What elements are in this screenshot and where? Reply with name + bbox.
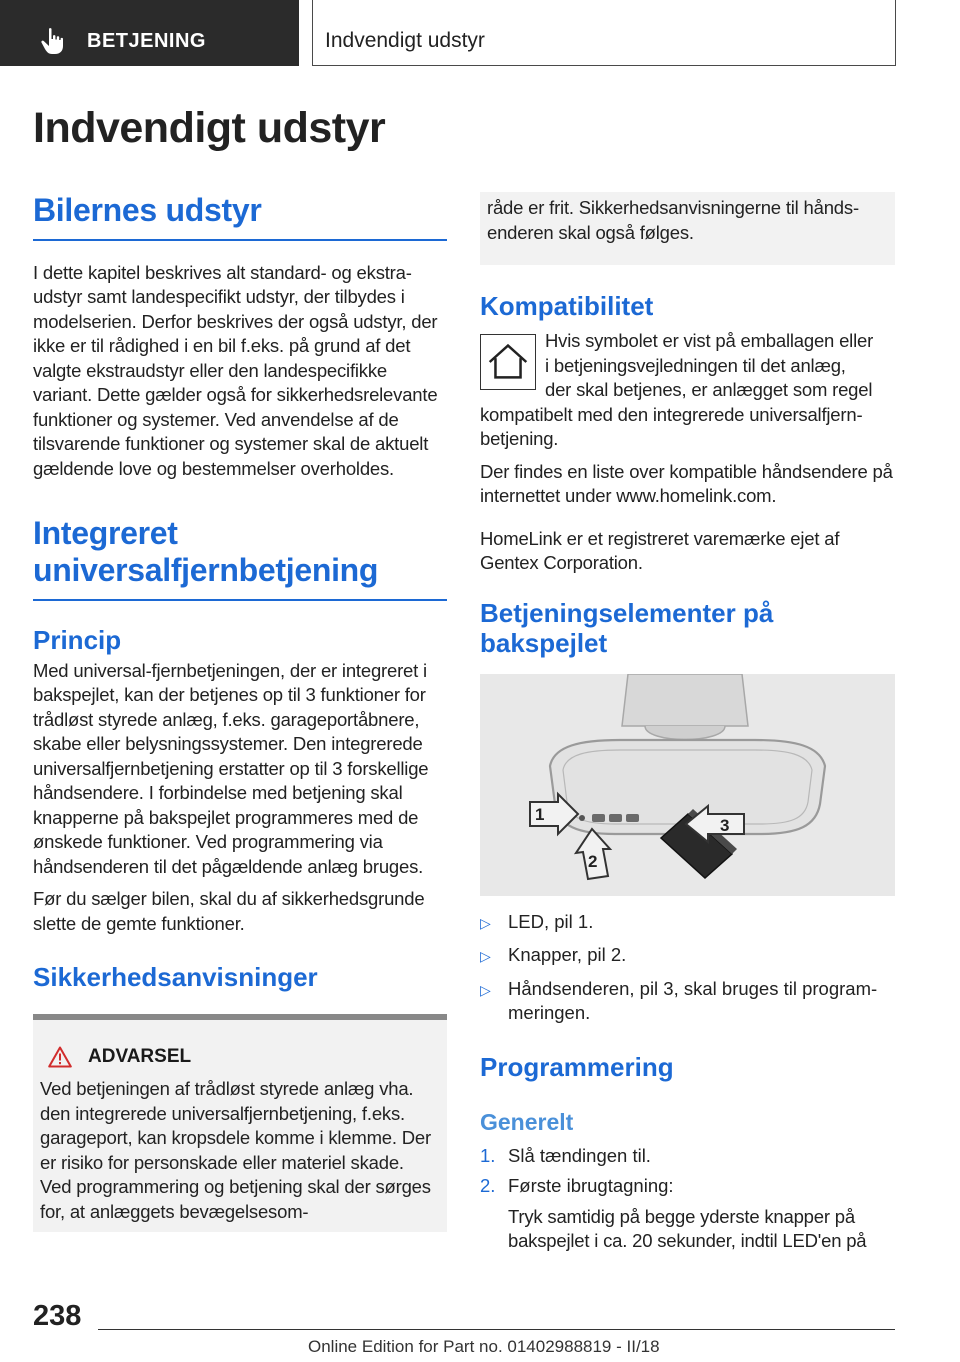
warning-box xyxy=(33,1014,447,1232)
arrow-label-1: 1 xyxy=(535,804,545,824)
heading-integreret-line2: universalfjernbetjening xyxy=(33,552,379,588)
list-item: ▷ Knapper, pil 2. xyxy=(480,943,895,969)
page-number: 238 xyxy=(33,1300,82,1332)
paragraph-saelger: Før du sælger bilen, skal du af sikkerhedsgrunde slette de gemte funktioner. xyxy=(33,888,425,934)
warning-text: Ved betjeningen af trådløst styrede anlæg vha. den integrerede universalfjernbetjening, f.eks. garageport, kan kropsdele komme i klemme. Der er risiko for personskade eller materiel skade. Ved programmering og betjening skal der sørges for, at anlæggets bevægelsesom- xyxy=(40,1078,431,1222)
heading-bilernes-udstyr: Bilernes udstyr xyxy=(33,192,262,228)
paragraph-homelink: HomeLink er et registreret varemærke ejet af Gentex Corporation. xyxy=(480,527,840,573)
heading-generelt: Generelt xyxy=(480,1108,574,1135)
right-column xyxy=(480,192,895,1254)
warning-label: ADVARSEL xyxy=(88,1046,192,1067)
warning-header xyxy=(48,1046,440,1068)
steps-list xyxy=(480,1144,895,1199)
kompat-line2: i betjeningsvejledningen til det anlæg, xyxy=(545,354,846,376)
kompat-line3: der skal betjenes, er anlægget som regel xyxy=(545,379,873,400)
list-item: ▷ Håndsenderen, pil 3, skal bruges til programmeringen. xyxy=(480,977,895,1026)
kompat-line4: kompatibelt med den integrerede universalfjernbetjening. xyxy=(480,403,863,449)
triangle-bullet-icon: ▷ xyxy=(480,914,491,931)
hand-pointer-icon xyxy=(40,27,66,55)
paragraph-princip: Med universal-fjernbetjeningen, der er integreret i bakspejlet, kan der betjenes op til 3 funktioner for trådløst styrede anlæg, f.eks. garageportåbnere, skabe eller belysningssystemer. Den integrerede universalfjernbetjening erstatter op til 3 forskellige håndsendere. I forbindelse med betjening skal knapperne på bakspejlet programmeres med de ønskede funktioner. Ved programmering via håndsenderen til det pågældende anlæg bruges. xyxy=(33,659,429,877)
paragraph-kompatibilitet xyxy=(480,329,895,452)
arrow-label-2: 2 xyxy=(588,851,598,871)
heading-betjeningselementer xyxy=(480,598,895,658)
left-column xyxy=(33,192,447,1232)
heading-rule xyxy=(33,599,447,601)
heading-integreret-line1: Integreret xyxy=(33,515,178,551)
footer-edition: Online Edition for Part no. 01402988819 - II/18 xyxy=(308,1337,660,1356)
paragraph-bilernes: I dette kapitel beskrives alt standard- og ekstraudstyr samt landespecifikt udstyr, der tilbydes i modelserien. Derfor beskrives der også udstyr, der ikke er til rådighed i en bil f.eks. på grund af det valgte ekstraudstyr eller den landespecifikke variant. Dette gælder også for sikkerhedsrelevante funktioner og systemer. Ved anvendelse af de tilsvarende funktioner og systemer skal de aktuelt gældende love og bestemmelser overholdes. xyxy=(33,261,438,479)
heading-rule xyxy=(33,239,447,241)
heading-integreret xyxy=(33,515,447,589)
footer-rule xyxy=(98,1329,895,1330)
arrow-label-3: 3 xyxy=(720,815,730,835)
heading-programmering: Programmering xyxy=(480,1051,674,1082)
list-item: 2. Første ibrugtagning: xyxy=(480,1175,674,1196)
list-item: ▷ LED, pil 1. xyxy=(480,910,895,936)
paragraph-liste: Der findes en liste over kompatible håndsendere på internettet under www.homelink.com. xyxy=(480,460,893,506)
heading-betjening-line1: Betjeningselementer på xyxy=(480,597,774,628)
heading-sikkerhed: Sikkerhedsanvisninger xyxy=(33,962,318,992)
rearview-mirror-figure xyxy=(480,674,895,896)
header-section-label: BETJENING xyxy=(87,30,206,52)
warning-text-continued: råde er frit. Sikkerhedsanvisningerne til håndsenderen skal også følges. xyxy=(487,197,860,243)
heading-kompatibilitet: Kompatibilitet xyxy=(480,291,654,321)
warning-triangle-icon xyxy=(48,1046,72,1068)
triangle-bullet-icon: ▷ xyxy=(480,981,491,998)
homelink-house-icon xyxy=(480,334,536,390)
header-title: Indvendigt udstyr xyxy=(325,29,485,52)
page-title: Indvendigt udstyr xyxy=(33,104,386,152)
triangle-bullet-icon: ▷ xyxy=(480,948,491,964)
step2-detail: Tryk samtidig på begge yderste knapper på bakspejlet i ca. 20 sekunder, indtil LED'en på xyxy=(508,1205,867,1251)
heading-betjening-line2: bakspejlet xyxy=(480,627,608,658)
compatibility-block xyxy=(480,329,895,452)
list-item: 1. Slå tændingen til. xyxy=(480,1144,651,1166)
heading-princip: Princip xyxy=(33,624,122,655)
figure-legend-list xyxy=(480,910,895,1026)
mirror-illustration xyxy=(480,674,895,896)
kompat-line1: Hvis symbolet er vist på emballagen eller xyxy=(545,330,874,351)
warning-box-continued xyxy=(480,192,895,265)
